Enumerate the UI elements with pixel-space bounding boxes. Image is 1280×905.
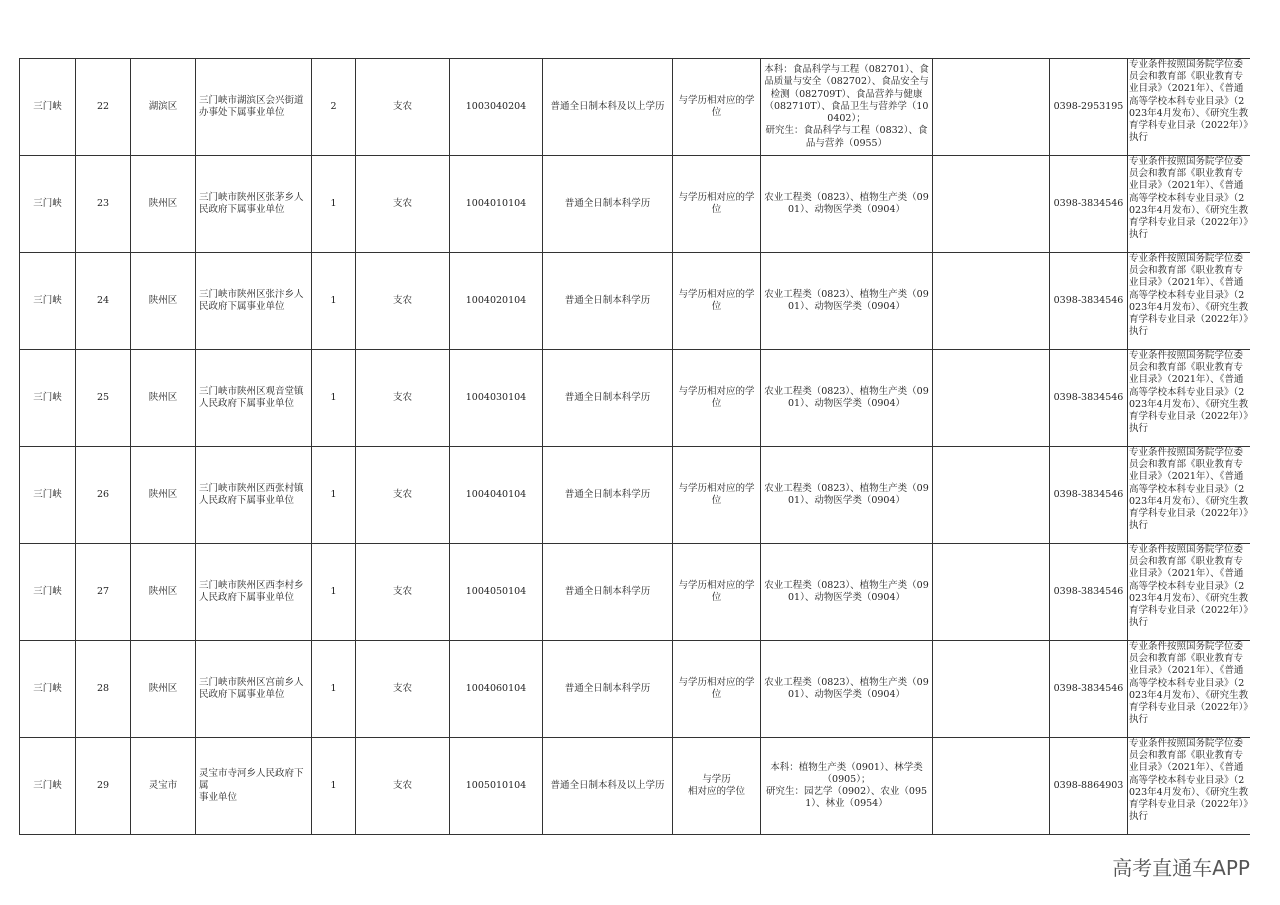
unit-name-cell: 三门峡市陕州区张汴乡人民政府下属事业单位 (196, 253, 312, 350)
phone-cell: 0398-3834546 (1050, 253, 1128, 350)
note-cell: 专业条件按照国务院学位委员会和教育部《职业教育专业目录》（2021年）、《普通高等学校本科专业目录》（2023年4月发布）、《研究生教育学科专业目录（2022年）》执行 (1128, 59, 1250, 156)
other-requirements-cell (933, 253, 1050, 350)
note-cell: 专业条件按照国务院学位委员会和教育部《职业教育专业目录》（2021年）、《普通高等学校本科专业目录》（2023年4月发布）、《研究生教育学科专业目录（2022年）》执行 (1128, 253, 1250, 350)
district-cell: 湖滨区 (131, 59, 196, 156)
education-cell: 普通全日制本科学历 (543, 253, 673, 350)
note-cell: 专业条件按照国务院学位委员会和教育部《职业教育专业目录》（2021年）、《普通高等学校本科专业目录》（2023年4月发布）、《研究生教育学科专业目录（2022年）》执行 (1128, 544, 1250, 641)
other-requirements-cell (933, 156, 1050, 253)
city-cell: 三门峡 (20, 738, 76, 835)
table-row (20, 738, 1250, 835)
note-cell: 专业条件按照国务院学位委员会和教育部《职业教育专业目录》（2021年）、《普通高等学校本科专业目录》（2023年4月发布）、《研究生教育学科专业目录（2022年）》执行 (1128, 350, 1250, 447)
education-cell: 普通全日制本科及以上学历 (543, 59, 673, 156)
row-number-cell: 24 (76, 253, 131, 350)
city-cell: 三门峡 (20, 156, 76, 253)
row-number-cell: 23 (76, 156, 131, 253)
table-row (20, 350, 1250, 447)
row-number-cell: 27 (76, 544, 131, 641)
unit-name-cell: 三门峡市陕州区观音堂镇人民政府下属事业单位 (196, 350, 312, 447)
post-name-cell: 支农 (356, 350, 450, 447)
table-row (20, 59, 1250, 156)
major-cell: 农业工程类（0823）、植物生产类（0901）、动物医学类（0904） (761, 253, 933, 350)
district-cell: 陕州区 (131, 253, 196, 350)
post-name-cell: 支农 (356, 738, 450, 835)
district-cell: 陕州区 (131, 156, 196, 253)
other-requirements-cell (933, 641, 1050, 738)
post-name-cell: 支农 (356, 156, 450, 253)
row-number-cell: 22 (76, 59, 131, 156)
major-cell: 农业工程类（0823）、植物生产类（0901）、动物医学类（0904） (761, 350, 933, 447)
city-cell: 三门峡 (20, 544, 76, 641)
degree-cell: 与学历相对应的学位 (673, 641, 761, 738)
row-number-cell: 26 (76, 447, 131, 544)
other-requirements-cell (933, 350, 1050, 447)
phone-cell: 0398-3834546 (1050, 447, 1128, 544)
table-row (20, 447, 1250, 544)
major-cell: 本科：食品科学与工程（082701）、食品质量与安全（082702）、食品安全与检测（082709T）、食品营养与健康（082710T）、食品卫生与营养学（100402）； 研究生：食品科学与工程（0832）、食品与营养（0955） (761, 59, 933, 156)
unit-name-cell: 三门峡市陕州区西张村镇人民政府下属事业单位 (196, 447, 312, 544)
post-name-cell: 支农 (356, 447, 450, 544)
unit-name-cell: 三门峡市陕州区宫前乡人民政府下属事业单位 (196, 641, 312, 738)
post-code-cell: 1004030104 (450, 350, 543, 447)
post-code-cell: 1004010104 (450, 156, 543, 253)
phone-cell: 0398-3834546 (1050, 641, 1128, 738)
district-cell: 陕州区 (131, 544, 196, 641)
major-cell: 农业工程类（0823）、植物生产类（0901）、动物医学类（0904） (761, 156, 933, 253)
post-name-cell: 支农 (356, 544, 450, 641)
note-cell: 专业条件按照国务院学位委员会和教育部《职业教育专业目录》（2021年）、《普通高等学校本科专业目录》（2023年4月发布）、《研究生教育学科专业目录（2022年）》执行 (1128, 738, 1250, 835)
table-row (20, 156, 1250, 253)
hire-count-cell: 1 (312, 156, 356, 253)
phone-cell: 0398-3834546 (1050, 544, 1128, 641)
major-cell: 本科：植物生产类（0901）、林学类（0905）； 研究生：园艺学（0902）、农业（0951）、林业（0954） (761, 738, 933, 835)
recruitment-table-sheet (19, 58, 1249, 835)
hire-count-cell: 1 (312, 350, 356, 447)
education-cell: 普通全日制本科学历 (543, 641, 673, 738)
post-code-cell: 1004040104 (450, 447, 543, 544)
city-cell: 三门峡 (20, 641, 76, 738)
hire-count-cell: 1 (312, 253, 356, 350)
district-cell: 灵宝市 (131, 738, 196, 835)
other-requirements-cell (933, 59, 1050, 156)
other-requirements-cell (933, 544, 1050, 641)
post-code-cell: 1004050104 (450, 544, 543, 641)
post-code-cell: 1004020104 (450, 253, 543, 350)
degree-cell: 与学历相对应的学位 (673, 156, 761, 253)
row-number-cell: 25 (76, 350, 131, 447)
table-row (20, 544, 1250, 641)
city-cell: 三门峡 (20, 350, 76, 447)
post-name-cell: 支农 (356, 253, 450, 350)
major-cell: 农业工程类（0823）、植物生产类（0901）、动物医学类（0904） (761, 641, 933, 738)
city-cell: 三门峡 (20, 447, 76, 544)
phone-cell: 0398-8864903 (1050, 738, 1128, 835)
city-cell: 三门峡 (20, 59, 76, 156)
note-cell: 专业条件按照国务院学位委员会和教育部《职业教育专业目录》（2021年）、《普通高等学校本科专业目录》（2023年4月发布）、《研究生教育学科专业目录（2022年）》执行 (1128, 156, 1250, 253)
post-name-cell: 支农 (356, 59, 450, 156)
district-cell: 陕州区 (131, 350, 196, 447)
education-cell: 普通全日制本科学历 (543, 156, 673, 253)
hire-count-cell: 1 (312, 738, 356, 835)
table-row (20, 641, 1250, 738)
row-number-cell: 28 (76, 641, 131, 738)
other-requirements-cell (933, 738, 1050, 835)
unit-name-cell: 灵宝市寺河乡人民政府下属 事业单位 (196, 738, 312, 835)
post-name-cell: 支农 (356, 641, 450, 738)
district-cell: 陕州区 (131, 447, 196, 544)
hire-count-cell: 1 (312, 641, 356, 738)
degree-cell: 与学历相对应的学位 (673, 350, 761, 447)
city-cell: 三门峡 (20, 253, 76, 350)
degree-cell: 与学历相对应的学位 (673, 253, 761, 350)
phone-cell: 0398-3834546 (1050, 350, 1128, 447)
unit-name-cell: 三门峡市陕州区张茅乡人民政府下属事业单位 (196, 156, 312, 253)
post-code-cell: 1004060104 (450, 641, 543, 738)
education-cell: 普通全日制本科学历 (543, 447, 673, 544)
note-cell: 专业条件按照国务院学位委员会和教育部《职业教育专业目录》（2021年）、《普通高等学校本科专业目录》（2023年4月发布）、《研究生教育学科专业目录（2022年）》执行 (1128, 641, 1250, 738)
phone-cell: 0398-2953195 (1050, 59, 1128, 156)
table-body (20, 59, 1250, 835)
education-cell: 普通全日制本科学历 (543, 544, 673, 641)
hire-count-cell: 1 (312, 447, 356, 544)
hire-count-cell: 2 (312, 59, 356, 156)
degree-cell: 与学历相对应的学位 (673, 59, 761, 156)
district-cell: 陕州区 (131, 641, 196, 738)
education-cell: 普通全日制本科及以上学历 (543, 738, 673, 835)
major-cell: 农业工程类（0823）、植物生产类（0901）、动物医学类（0904） (761, 544, 933, 641)
row-number-cell: 29 (76, 738, 131, 835)
recruitment-table (19, 58, 1250, 835)
other-requirements-cell (933, 447, 1050, 544)
table-row (20, 253, 1250, 350)
education-cell: 普通全日制本科学历 (543, 350, 673, 447)
unit-name-cell: 三门峡市陕州区西李村乡人民政府下属事业单位 (196, 544, 312, 641)
note-cell: 专业条件按照国务院学位委员会和教育部《职业教育专业目录》（2021年）、《普通高等学校本科专业目录》（2023年4月发布）、《研究生教育学科专业目录（2022年）》执行 (1128, 447, 1250, 544)
watermark-text: 高考直通车APP (1112, 856, 1250, 880)
degree-cell: 与学历相对应的学位 (673, 544, 761, 641)
post-code-cell: 1003040204 (450, 59, 543, 156)
hire-count-cell: 1 (312, 544, 356, 641)
major-cell: 农业工程类（0823）、植物生产类（0901）、动物医学类（0904） (761, 447, 933, 544)
phone-cell: 0398-3834546 (1050, 156, 1128, 253)
post-code-cell: 1005010104 (450, 738, 543, 835)
unit-name-cell: 三门峡市湖滨区会兴街道办事处下属事业单位 (196, 59, 312, 156)
degree-cell: 与学历相对应的学位 (673, 447, 761, 544)
degree-cell: 与学历 相对应的学位 (673, 738, 761, 835)
